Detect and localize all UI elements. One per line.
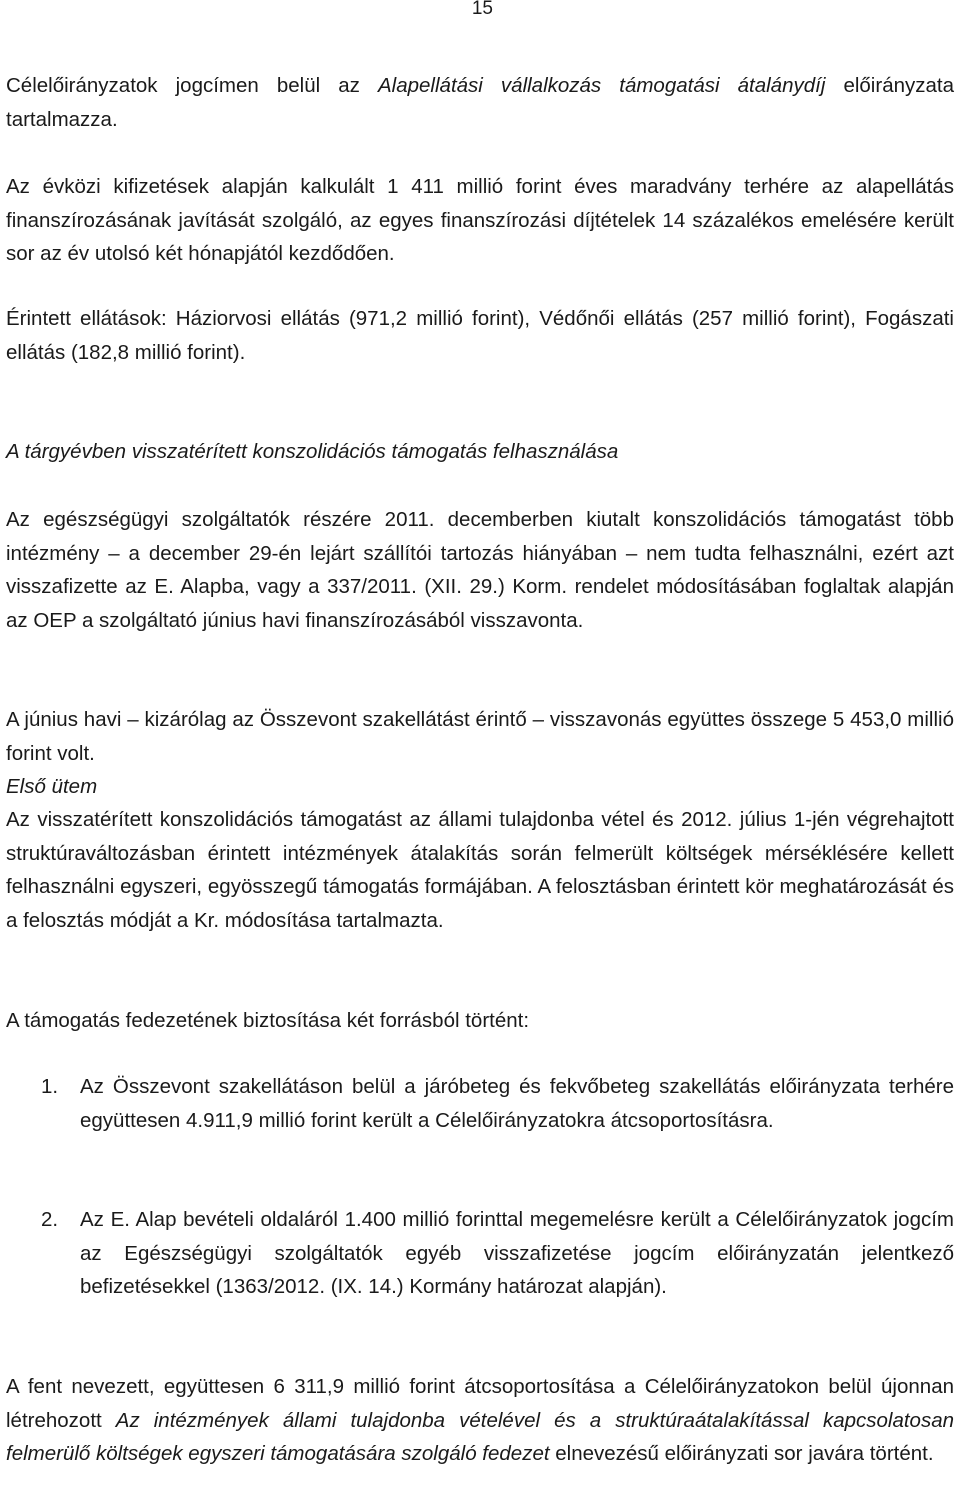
list-item-text: Az Összevont szakellátáson belül a járóbeteg és fekvőbeteg szakellátás előirányzata terhére együttesen 4.911,9 millió forint került a Célelőirányzatokra átcsoportosításra. [80, 1075, 954, 1132]
list-item-text: Az E. Alap bevételi oldaláról 1.400 millió forinttal megemelésre került a Célelőirányzatok jogcím az Egészségügyi szolgáltatók egyéb visszafizetése jogcím előirányzatán jelentkező befizetésekkel (1363/2012. (IX. 14.) Kormány határozat alapján). [80, 1208, 954, 1298]
paragraph-conclusion-text: A fent nevezett, együttesen 6 311,9 millió forint átcsoportosítása a Célelőirányzatokon belül újonnan létrehozott [6, 1375, 954, 1432]
section-heading-consolidation: A tárgyévben visszatérített konszolidációs támogatás felhasználása [6, 440, 619, 463]
paragraph-affected-services: Érintett ellátások: Háziorvosi ellátás (971,2 millió forint), Védőnői ellátás (257 millió forint), Fogászati ellátás (182,8 millió forint). [6, 307, 954, 364]
list-item-number: 1. [41, 1075, 59, 1098]
page-number: 15 [471, 0, 493, 19]
paragraph-conclusion-italic: Az intézmények állami tulajdonba vételével és a struktúraátalakítással kapcsolatosan felmerülő költségek egyszeri támogatására szolgáló fedezet [6, 1408, 955, 1465]
paragraph-conclusion-end: elnevezésű előirányzati sor javára történt. [549, 1442, 934, 1465]
paragraph-intro-end: előirányzata tartalmazza. [6, 74, 954, 131]
section-heading-first-phase: Első ütem [6, 775, 98, 798]
paragraph-intro [6, 69, 954, 136]
paragraph-conclusion [6, 1370, 954, 1471]
paragraph-intro-text: Célelőirányzatok jogcímen belül az [6, 74, 378, 97]
paragraph-remainder: Az évközi kifizetések alapján kalkulált 1 411 millió forint éves maradvány terhére az alapellátás finanszírozásának javítását szolgáló, az egyes finanszírozási díjtételek 14 százalékos emelésére került sor az év utolsó két hónapjától kezdődően. [6, 175, 954, 265]
list-item-number: 2. [41, 1208, 59, 1231]
paragraph-first-phase: Az visszatérített konszolidációs támogatást az állami tulajdonba vétel és 2012. július 1-jén végrehajtott struktúraváltozásban érintett intézmények átalakítás során felmerült költségek mérséklésére kellett felhasználni egyszeri, egyösszegű támogatás formájában. A felosztásban érintett kör meghatározását és a felosztás módját a Kr. módosítása tartalmazta. [6, 808, 954, 932]
paragraph-intro-italic: Alapellátási vállalkozás támogatási átalánydíj [378, 74, 826, 97]
paragraph-consolidation: Az egészségügyi szolgáltatók részére 2011. decemberben kiutalt konszolidációs támogatást több intézmény – a december 29-én lejárt szállítói tartozás hiányában – nem tudta felhasználni, ezért azt visszafizette az E. Alapba, vagy a 337/2011. (XII. 29.) Korm. rendelet módosításában foglaltak alapján az OEP a szolgáltató június havi finanszírozásából visszavonta. [6, 508, 954, 632]
paragraph-june-withdrawal: A június havi – kizárólag az Összevont szakellátást érintő – visszavonás együttes összege 5 453,0 millió forint volt. [6, 708, 954, 765]
paragraph-funding-sources: A támogatás fedezetének biztosítása két forrásból történt: [6, 1009, 530, 1032]
